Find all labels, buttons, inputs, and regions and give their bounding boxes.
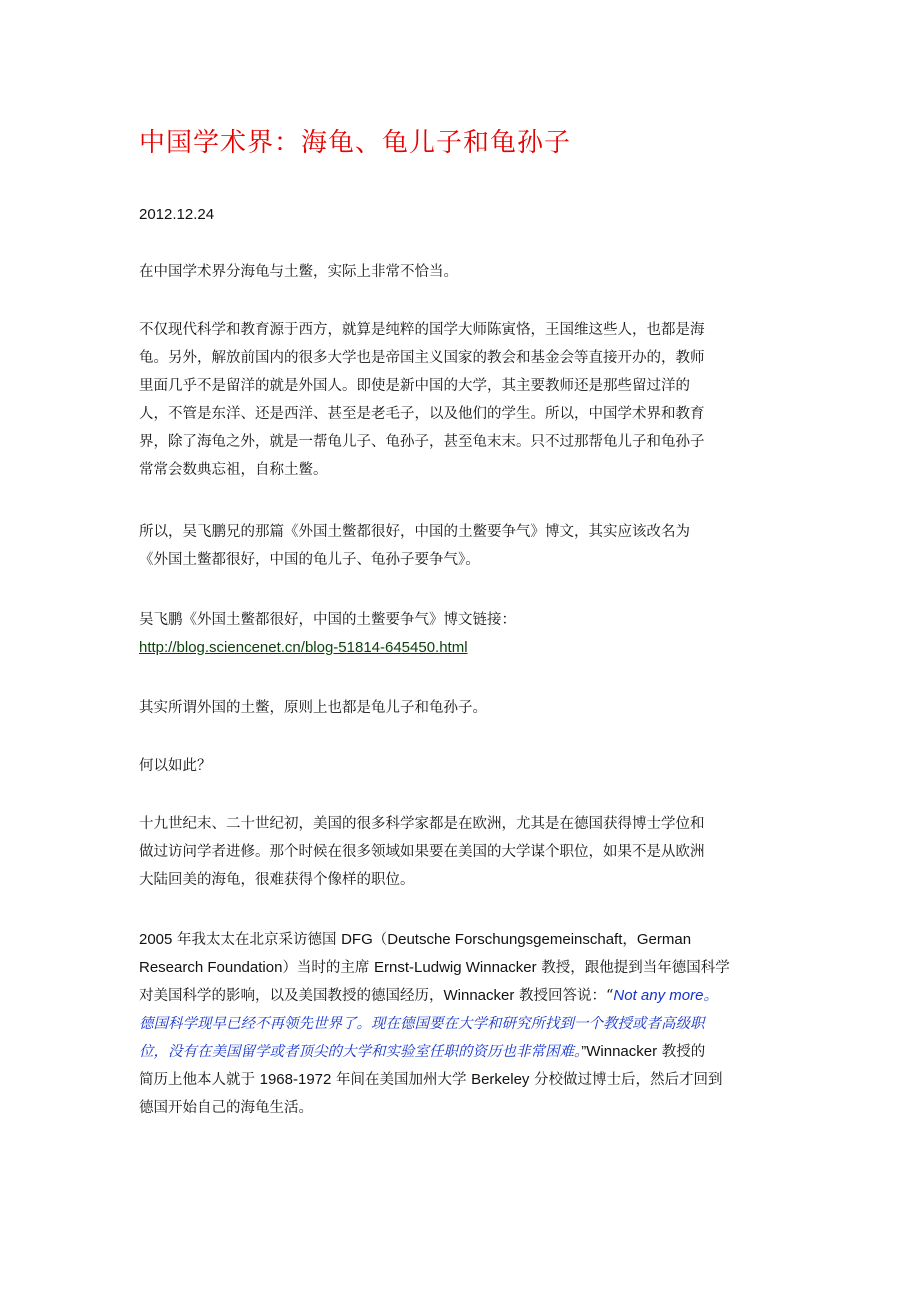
p8-berkeley: Berkeley [471, 1071, 530, 1088]
p8-german: German [636, 931, 692, 948]
paragraph-2-line-6: 常常会数典忘祖，自称土鳖。 [139, 462, 328, 478]
p8-text-6: 教授的 [657, 1044, 706, 1060]
p8-quote-2: 。 [703, 988, 718, 1004]
p8-quote-1: Not any more [613, 987, 704, 1004]
paragraph-1-text: 在中国学术界分海龟与土鳖，实际上非常不恰当。 [139, 264, 458, 280]
paragraph-3-line-2: 《外国土鳖都很好，中国的龟儿子、龟孙子要争气》。 [139, 552, 480, 568]
p8-close-quote: ” [581, 1043, 587, 1060]
paragraph-4-line-1: 吴飞鹏《外国土鳖都很好，中国的土鳖要争气》博文链接： [139, 612, 516, 628]
p8-years: 1968-1972 [259, 1071, 332, 1088]
p8-winnacker-1: Winnacker [443, 987, 515, 1004]
paragraph-7 [139, 810, 789, 894]
p8-text-2: ）当时的主席 [282, 960, 375, 976]
article-title: 中国学术界：海龟、龟儿子和龟孙子 [139, 128, 572, 158]
p8-comma: ， [622, 932, 637, 948]
paragraph-3 [139, 518, 789, 574]
p8-text-10: 德国开始自己的海龟生活。 [139, 1100, 313, 1116]
paragraph-2 [139, 316, 789, 484]
p8-text-8: 年间在美国加州大学 [331, 1072, 472, 1088]
p8-text-1: 年我太太在北京采访德国 [172, 932, 342, 948]
p8-text-9: 分校做过博士后，然后才回到 [529, 1072, 723, 1088]
paragraph-5-text: 其实所谓外国的土鳖，原则上也都是龟儿子和龟孙子。 [139, 700, 487, 716]
p8-year: 2005 [139, 931, 173, 948]
p8-dfg-german-name: Deutsche Forschungsgemeinschaft [387, 931, 623, 948]
paragraph-6 [139, 752, 789, 780]
paragraph-5 [139, 694, 789, 722]
p8-dfg: DFG [341, 931, 373, 948]
paragraph-2-line-3: 里面几乎不是留洋的就是外国人。即使是新中国的大学，其主要教师还是那些留过洋的 [139, 378, 690, 394]
p8-winnacker-2: Winnacker [586, 1043, 658, 1060]
paragraph-2-line-5: 界，除了海龟之外，就是一帮龟儿子、龟孙子，甚至龟末末。只不过那帮龟儿子和龟孙子 [139, 434, 705, 450]
p8-open-quote: “ [605, 988, 614, 1004]
p8-quote-3: 德国科学现早已经不再领先世界了。现在德国要在大学和研究所找到一个教授或者高级职 [139, 1016, 705, 1032]
paragraph-3-line-1: 所以，吴飞鹏兄的那篇《外国土鳖都很好，中国的土鳖要争气》博文，其实应该改名为 [139, 524, 690, 540]
paragraph-2-line-2: 龟。另外，解放前国内的很多大学也是帝国主义国家的教会和基金会等直接开办的，教师 [139, 350, 705, 366]
paragraph-2-line-4: 人，不管是东洋、还是西洋、甚至是老毛子，以及他们的学生。所以，中国学术界和教育 [139, 406, 705, 422]
paragraph-7-line-1: 十九世纪末、二十世纪初，美国的很多科学家都是在欧洲，尤其是在德国获得博士学位和 [139, 816, 705, 832]
p8-person-name: Ernst-Ludwig Winnacker [374, 959, 537, 976]
p8-text-7: 简历上他本人就于 [139, 1072, 260, 1088]
article-date: 2012.12.24 [139, 206, 215, 223]
p8-quote-4: 位，没有在美国留学或者顶尖的大学和实验室任职的资历也非常困难。 [139, 1044, 582, 1060]
paragraph-7-line-2: 做过访问学者进修。那个时候在很多领域如果要在美国的大学谋个职位，如果不是从欧洲 [139, 844, 705, 860]
p8-text-5: 教授回答说： [514, 988, 606, 1004]
p8-research-foundation: Research Foundation [139, 959, 283, 976]
paragraph-8 [139, 926, 789, 1122]
paragraph-6-text: 何以如此？ [139, 758, 212, 774]
p8-text-4: 对美国科学的影响，以及美国教授的德国经历， [139, 988, 444, 1004]
p8-text-3: 教授，跟他提到当年德国科学 [536, 960, 730, 976]
paragraph-7-line-3: 大陆回美的海龟，很难获得个像样的职位。 [139, 872, 415, 888]
paragraph-1 [139, 258, 789, 286]
blog-link[interactable]: http://blog.sciencenet.cn/blog-51814-645450.html [139, 639, 468, 656]
paragraph-2-line-1: 不仅现代科学和教育源于西方，就算是纯粹的国学大师陈寅恪，王国维这些人，也都是海 [139, 322, 705, 338]
p8-paren-open: （ [372, 932, 388, 948]
paragraph-4 [139, 606, 789, 662]
